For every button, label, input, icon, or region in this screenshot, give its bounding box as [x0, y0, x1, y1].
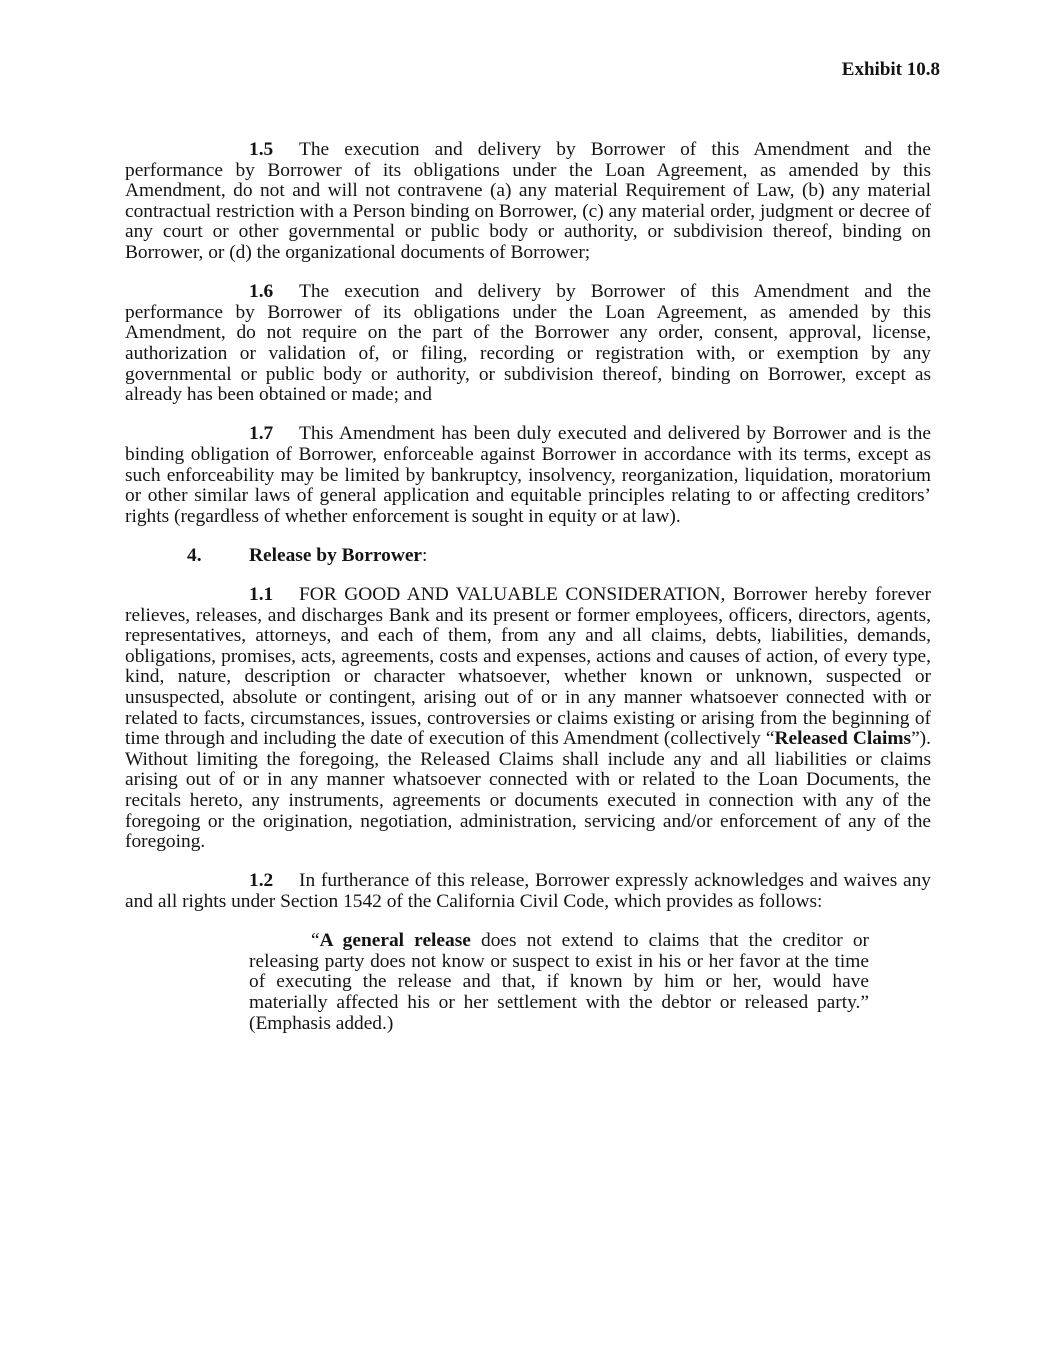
defined-term: Released Claims — [774, 728, 912, 750]
paragraph-number: 1.7 — [249, 423, 274, 445]
paragraph-text: In furtherance of this release, Borrower expressly acknowledges and waives any and all rights under Section 1542 of the California Civil Code, which provides as follows: — [125, 870, 931, 912]
quote-bold-lead: A general release — [319, 930, 471, 952]
quote-text: does not extend to claims that the creditor or releasing party does not know or suspect to exist in his or her favor at the time of executing the release and that, if known by him or her, would have materially affected his or her settlement with the debtor or released party.” (Emphasis added.) — [249, 930, 870, 1034]
paragraph-number: 1.5 — [249, 139, 274, 160]
paragraph-1-5 — [125, 140, 931, 264]
section-number: 4. — [187, 544, 202, 566]
paragraph-release-1-2 — [125, 871, 931, 912]
section-title-suffix: : — [422, 544, 428, 566]
section-heading — [125, 546, 931, 567]
paragraph-1-7 — [125, 424, 931, 527]
open-quote: “ — [311, 930, 320, 952]
paragraph-number: 1.6 — [249, 281, 274, 303]
paragraph-1-6 — [125, 282, 931, 406]
paragraph-text: FOR GOOD AND VALUABLE CONSIDERATION, Borrower hereby forever relieves, releases, and discharges Bank and its present or former employees, officers, directors, agents, representatives, attorneys, and each of them, from any and all claims, debts, liabilities, demands, obligations, promises, acts, agreements, costs and expenses, actions and causes of action, of every type, kind, nature, description or character whatsoever, whether known or unknown, suspected or unsuspected, absolute or contingent, arising out of or in any manner whatsoever connected with or related to facts, circumstances, issues, controversies or claims existing or arising from the beginning of time through and including the date of execution of this Amendment (collectively “ — [125, 584, 931, 750]
civil-code-quote — [249, 931, 869, 1034]
section-title: Release by Borrower — [249, 544, 423, 566]
paragraph-text: The execution and delivery by Borrower of this Amendment and the performance by Borrower of its obligations under the Loan Agreement, as amended by this Amendment, do not require on the part of the Borrower any order, consent, approval, license, authorization or validation of, or filing, recording or registration with, or exemption by any governmental or public body or authority, or subdivision thereof, binding on Borrower, except as already has been obtained or made; and — [125, 281, 931, 406]
paragraph-text: This Amendment has been duly executed and delivered by Borrower and is the binding obligation of Borrower, enforceable against Borrower in accordance with its terms, except as such enforceability may be limited by bankruptcy, insolvency, reorganization, liquidation, moratorium or other similar laws of general application and equitable principles relating to or affecting creditors’ rights (regardless of whether enforcement is sought in equity or at law). — [125, 423, 931, 527]
paragraph-number: 1.2 — [249, 870, 274, 892]
document-body — [125, 140, 931, 1034]
exhibit-label: Exhibit 10.8 — [841, 59, 940, 80]
paragraph-release-1-1 — [125, 585, 931, 853]
paragraph-text-continued: ”). Without limiting the foregoing, the Released Claims shall include any and all liabilities or claims arising out of or in any manner whatsoever connected with or related to the Loan Documents, the recitals hereto, any instruments, agreements or documents executed in connection with any of the foregoing or the origination, negotiation, administration, servicing and/or enforcement of any of the foregoing. — [125, 728, 931, 853]
paragraph-number: 1.1 — [249, 584, 274, 606]
paragraph-text: The execution and delivery by Borrower of this Amendment and the performance by Borrower of its obligations under the Loan Agreement, as amended by this Amendment, do not and will not contravene (a) any material Requirement of Law, (b) any material contractual restriction with a Person binding on Borrower, (c) any material order, judgment or decree of any court or other governmental or public body or authority, or subdivision thereof, binding on Borrower, or (d) the organizational documents of Borrower; — [125, 139, 931, 263]
